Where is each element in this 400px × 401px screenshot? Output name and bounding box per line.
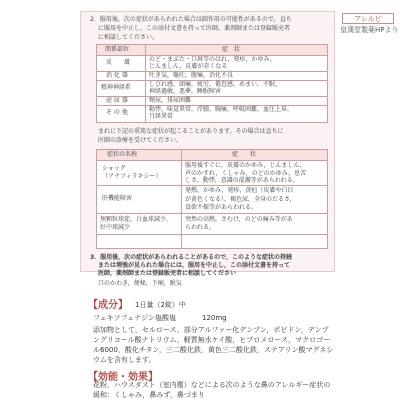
table-header-row xyxy=(97,45,327,55)
warning3-line: 3．服用後，次の症状があらわれることがあるので，このような症状の持続 xyxy=(90,254,293,261)
table-row-symptom: 発熱，かゆみ，発疹，黄疸（皮膚や白目 xyxy=(185,187,294,194)
table-row-symptom: 服用後すぐに，皮膚のかゆみ，じんましん， xyxy=(185,162,306,169)
table-header-symptoms: 症 状 xyxy=(222,46,241,53)
serious-effects-table xyxy=(96,149,328,249)
warning3-line: 医師，薬剤師または登録販売者に相談してください xyxy=(98,270,237,277)
table-row-symptom: じんましん，皮膚が赤くなる xyxy=(149,63,228,70)
row-divider xyxy=(97,185,327,186)
table-row-symptom: 月経異常 xyxy=(149,113,174,120)
serious-symptoms-note: 医師の診療を受けてください。 xyxy=(98,137,183,144)
table-row-part: 消 化 器 xyxy=(106,72,128,79)
efficacy-line: 緩和：くしゃみ，鼻みず，鼻づまり xyxy=(93,391,205,399)
table-row-symptom: 神経過敏，悪夢，睡眠障害 xyxy=(149,88,222,95)
ingredients-additives: ル6000，酸化チタン，三二酸化鉄，黄色三二酸化鉄，ステアリン酸マグネシ xyxy=(93,346,334,354)
table-row-symptom: しさ，動悸，意識の混濁等があらわれる。 xyxy=(185,177,299,184)
table-header-symptoms: 症 状 xyxy=(232,151,257,158)
warning2-line: 2．服用後，次の症状があらわれた場合は副作用の可能性があるので，直ち xyxy=(90,16,292,23)
warning3-symptoms: 口のかわき，便秘，下痢，眠気 xyxy=(98,280,182,287)
table-row-symptom: 頻尿，排尿困難 xyxy=(149,97,192,104)
ingredients-additives: ウムを含有します。 xyxy=(93,356,156,364)
efficacy-title: 【効能・効果】 xyxy=(88,372,158,383)
warning2-line: に服用を中止し，この添付文書を持って医師，薬剤師または登録販売者 xyxy=(98,25,291,32)
row-divider xyxy=(97,160,327,161)
table-row-name: 無顆粒球症，白血球減少， xyxy=(100,216,173,223)
ingredients-title: 【成分】 xyxy=(88,300,128,311)
table-header-part: 関係部位 xyxy=(105,46,130,53)
row-divider xyxy=(97,96,327,97)
table-row-symptom: が黄色くなる），褐色尿，全身のだるさ， xyxy=(185,195,296,203)
table-row-name: ショック xyxy=(102,165,126,172)
brand-badge: アレルビ xyxy=(342,13,394,24)
ingredients-dose: 1日量（2錠）中 xyxy=(135,301,186,309)
table-row-symptom: しびれ感，頭痛，疲労，倦怠感，めまい，不眠， xyxy=(149,81,282,88)
table-row-symptom: 動悸，味覚異常，浮腫，胸痛，呼吸困難，血圧上昇， xyxy=(149,106,294,113)
table-row-name: 肝機能障害 xyxy=(102,195,133,202)
side-effects-table xyxy=(96,44,328,123)
table-row-symptom: のど・まぶた・口唇等のはれ，発疹，かゆみ， xyxy=(149,56,276,63)
table-row-symptom: らわれる。 xyxy=(185,224,216,231)
table-row-name: （アナフィラキシー） xyxy=(102,173,162,180)
ingredients-additives: ングリコール酸ナトリウム，軽質無水ケイ酸，ヒプロメロース，マクロゴー xyxy=(93,336,331,344)
row-divider xyxy=(97,234,327,235)
warning2-line: に相談してください。 xyxy=(98,34,159,41)
warning3-line: または増強が見られた場合には，服用を中止し，この添付文書を持って xyxy=(98,262,291,269)
row-divider xyxy=(97,213,327,214)
ingredients-amount: 120mg xyxy=(202,314,227,322)
ingredients-additives: 添加物として，セルロース，部分アルファー化デンプン，ポビドン，デンプ xyxy=(93,326,329,334)
efficacy-line: 花粉，ハウスダスト（室内塵）などによる次のような鼻のアレルギー症状の xyxy=(93,381,331,389)
table-row-part: 精神神経系 xyxy=(101,84,132,91)
table-header-name: 症状の名称 xyxy=(107,151,138,158)
serious-symptoms-note: まれに下記の重篤な症状が起こることがあります。その場合は直ちに xyxy=(98,128,284,135)
table-row-symptom: 突然の高熱，さむけ，のどの痛み等があ xyxy=(185,216,293,223)
table-row-symptom: 食欲不振等があらわれる。 xyxy=(185,204,258,211)
table-row-part: そ の 他 xyxy=(106,109,128,116)
table-row-part: 皮 膚 xyxy=(106,59,131,66)
ingredients-main: フェキソフェナジン塩酸塩 xyxy=(93,314,176,322)
source-caption: 皇漢堂製薬HPより xyxy=(340,26,399,34)
column-divider xyxy=(145,45,146,122)
table-row-part: 泌 尿 器 xyxy=(106,97,128,104)
table-row-symptom: 声のかすれ，くしゃみ，のどのかゆみ，息苦 xyxy=(185,169,307,177)
table-row-name: 好中球減少 xyxy=(100,224,131,231)
table-row-symptom: 吐き気，嘔吐，腹痛，消化不良 xyxy=(149,72,234,79)
